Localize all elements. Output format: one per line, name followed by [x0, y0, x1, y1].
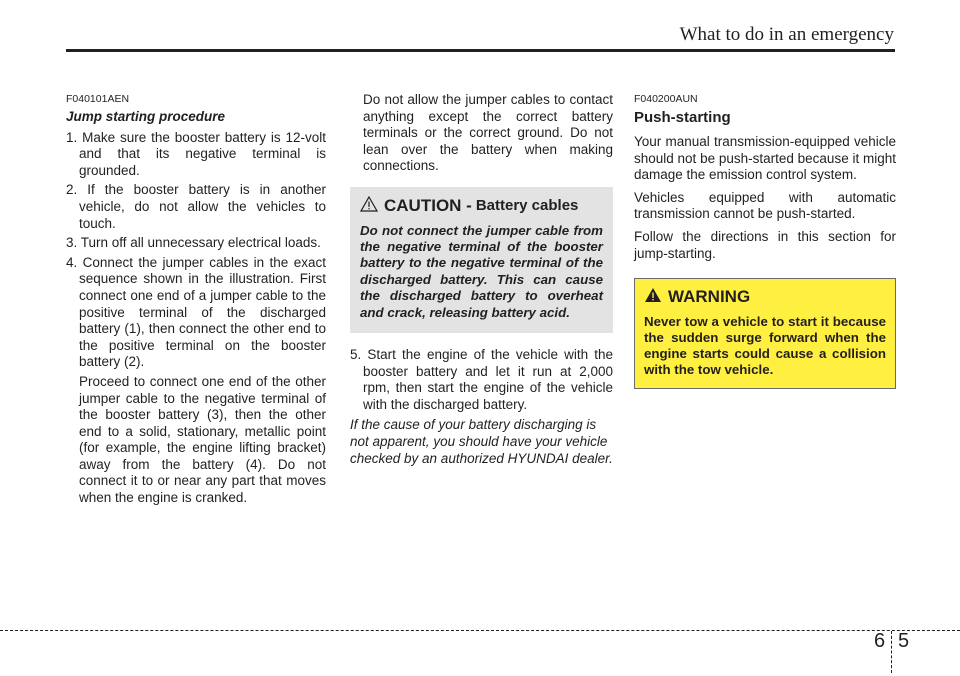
- warning-box: [634, 278, 896, 389]
- warning-text: Never tow a vehicle to start it because the sudden surge forward when the engine starts could cause a collision with the tow vehicle.: [644, 313, 886, 377]
- caution-title: [360, 196, 603, 217]
- paragraph: Vehicles equipped with automatic transmission cannot be push-started.: [634, 189, 896, 222]
- page-header-title: What to do in an emergency: [679, 24, 894, 45]
- section-code: F040200AUN: [634, 93, 698, 105]
- note-paragraph: If the cause of your battery discharging is not apparent, you should have your vehicle checked by an authorized HYUNDAI dealer.: [350, 417, 613, 466]
- footer-rule: [0, 630, 960, 631]
- list-item: 4. Connect the jumper cables in the exact sequence shown in the illustration. First connect one end of a jumper cable to the positive terminal of the discharged battery (1), then connect the other end to the positive terminal on the booster battery (2).: [66, 254, 326, 370]
- step-list: [66, 130, 326, 371]
- column-middle: [350, 92, 613, 467]
- header-rule: [66, 49, 895, 52]
- list-item: 1. Make sure the booster battery is 12-volt and that its negative terminal is grounded.: [66, 129, 326, 178]
- column-right: [634, 92, 896, 389]
- subheading: Jump starting procedure: [66, 109, 226, 124]
- warning-triangle-icon: [644, 287, 662, 308]
- list-item: 2. If the booster battery is in another vehicle, do not allow the vehicles to touch.: [66, 182, 326, 231]
- caution-subtitle: Battery cables: [475, 196, 579, 214]
- paragraph: Your manual transmission-equipped vehicle should not be push-started because it might damage the emission control system.: [634, 134, 896, 183]
- step-list: [350, 347, 613, 413]
- column-left: [66, 92, 326, 510]
- intro-paragraph: Do not allow the jumper cables to contact anything except the correct battery terminals or the correct ground. Do not lean over the battery when making connections.: [363, 92, 613, 174]
- caution-triangle-icon: [360, 196, 378, 217]
- caution-text: Do not connect the jumper cable from the negative terminal of the booster battery to the negative terminal of the discharged battery. This can cause the discharged battery to overheat and crack, releasing battery acid.: [360, 222, 603, 320]
- page-number-divider: [891, 631, 892, 673]
- warning-title: [644, 287, 886, 308]
- caution-label: CAUTION -: [384, 195, 472, 215]
- list-item: 3. Turn off all unnecessary electrical loads.: [66, 235, 321, 251]
- list-item: 5. Start the engine of the vehicle with the booster battery and let it run at 2,000 rpm, then start the engine of the vehicle with the discharged battery.: [350, 347, 613, 412]
- caution-box: [350, 187, 613, 333]
- section-heading: Push-starting: [634, 109, 731, 126]
- section-code: F040101AEN: [66, 93, 130, 105]
- warning-label: WARNING: [668, 287, 751, 307]
- page-number: 5: [898, 630, 910, 652]
- step-continuation: Proceed to connect one end of the other jumper cable to the negative terminal of the booster battery (3), then the other end to a solid, stationary, metallic point (for example, the engine lifting bracket) away from the battery (4). Do not connect it to or near any part that moves when the engine is cranked.: [79, 373, 326, 506]
- chapter-number: 6: [874, 630, 886, 652]
- paragraph: Follow the directions in this section for jump-starting.: [634, 228, 896, 261]
